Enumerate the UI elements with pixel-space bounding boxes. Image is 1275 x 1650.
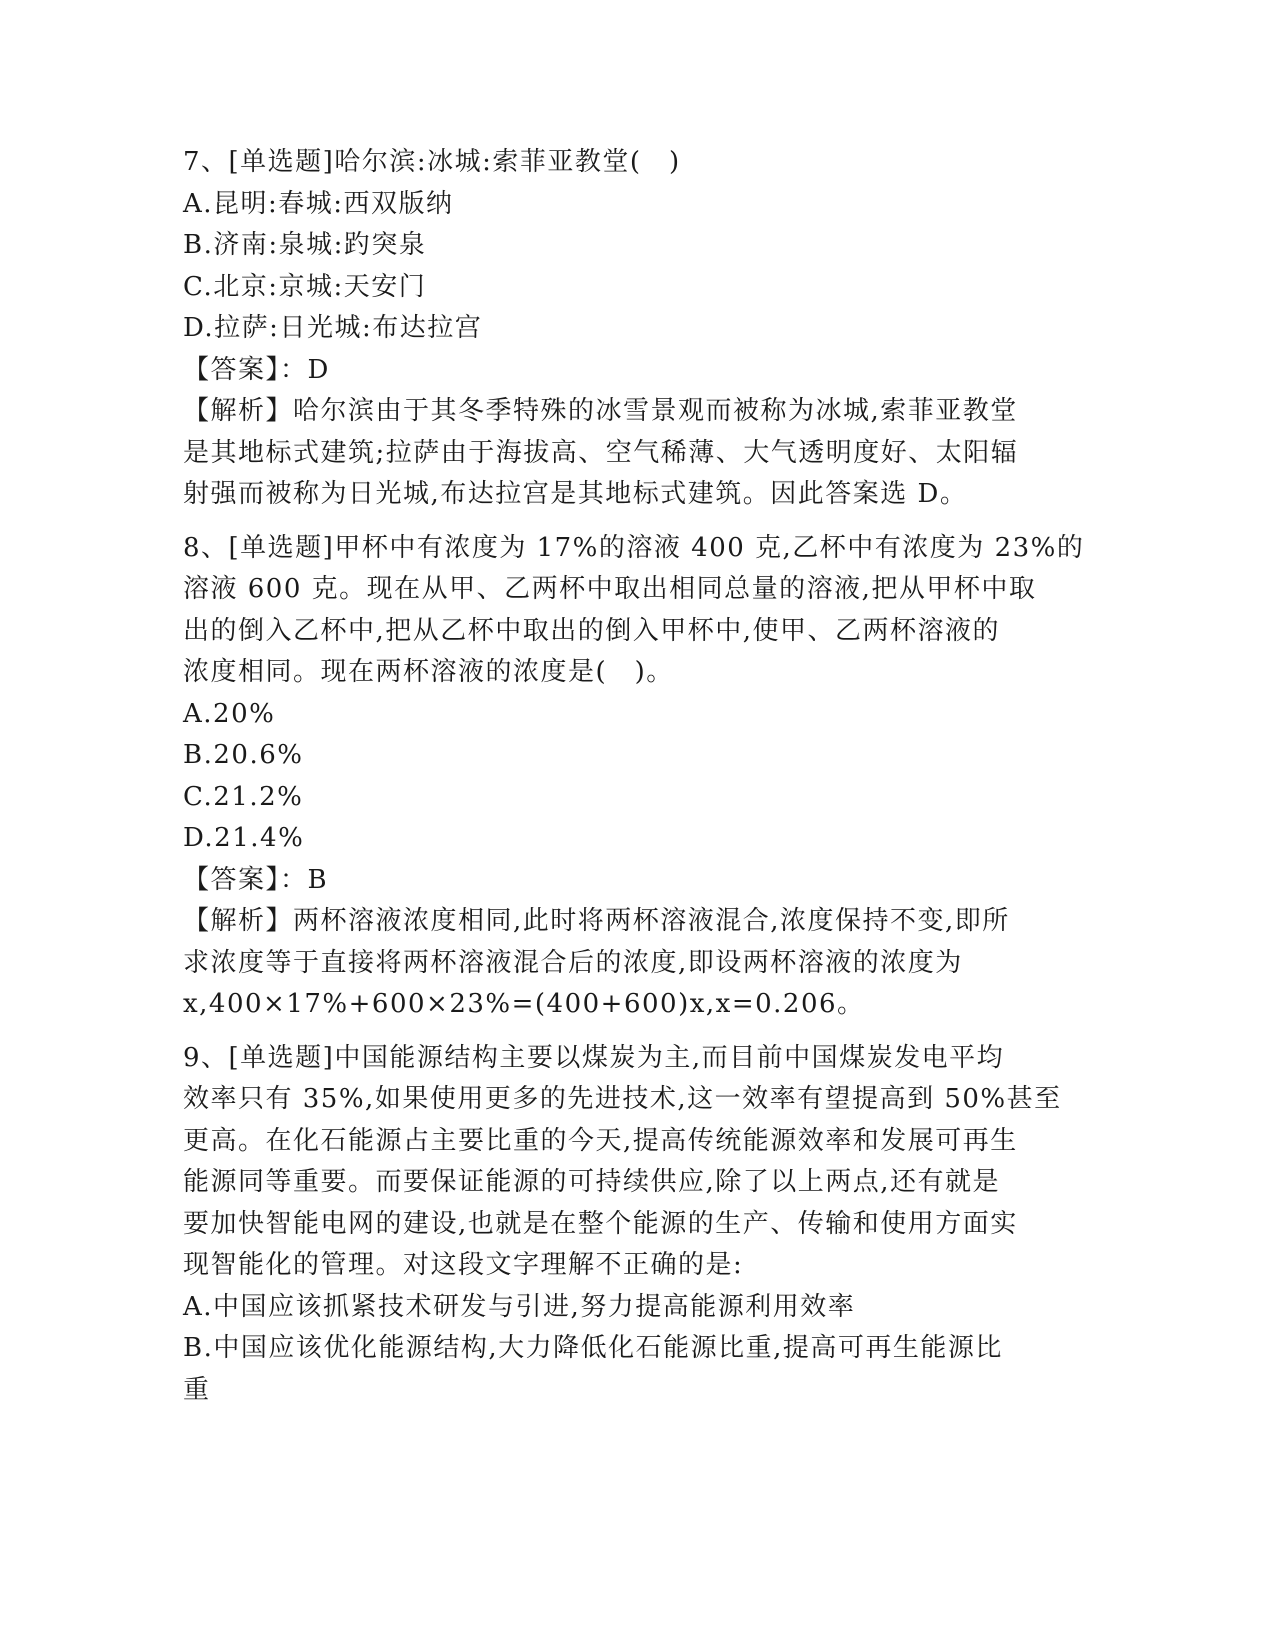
question-stem: 9、[单选题]中国能源结构主要以煤炭为主,而目前中国煤炭发电平均 [183,1042,1005,1073]
question-stem: 溶液 600 克。现在从甲、乙两杯中取出相同总量的溶液,把从甲杯中取 [183,574,1037,604]
option-a: A.20% [183,698,276,729]
analysis-line: 求浓度等于直接将两杯溶液混合后的浓度,即设两杯溶液的浓度为 [183,947,963,978]
question-stem: 能源同等重要。而要保证能源的可持续供应,除了以上两点,还有就是 [183,1167,1001,1197]
option-a: A.中国应该抓紧技术研发与引进,努力提高能源利用效率 [183,1291,856,1322]
analysis-line: 射强而被称为日光城,布达拉宫是其地标式建筑。因此答案选 D。 [183,479,968,509]
question-9 [183,1038,1083,1412]
analysis-line: 是其地标式建筑;拉萨由于海拔高、空气稀薄、大气透明度好、太阳辐 [183,437,1019,468]
document-page [183,142,1083,1423]
option-c: C.北京:京城:天安门 [183,271,427,302]
option-d: D.拉萨:日光城:布达拉宫 [183,313,483,343]
question-stem: 要加快智能电网的建设,也就是在整个能源的生产、传输和使用方面实 [183,1208,1018,1239]
option-b: B.20.6% [183,740,304,770]
option-d: D.21.4% [183,823,305,853]
option-b: B.济南:泉城:趵突泉 [183,230,427,260]
question-stem: 更高。在化石能源占主要比重的今天,提高传统能源效率和发展可再生 [183,1125,1018,1156]
option-a: A.昆明:春城:西双版纳 [183,188,454,219]
question-7 [183,142,1083,516]
question-8 [183,528,1083,1026]
question-stem: 效率只有 35%,如果使用更多的先进技术,这一效率有望提高到 50%甚至 [183,1084,1062,1114]
option-c: C.21.2% [183,781,304,812]
analysis-line: 【解析】两杯溶液浓度相同,此时将两杯溶液混合,浓度保持不变,即所 [183,906,1010,936]
question-stem: 出的倒入乙杯中,把从乙杯中取出的倒入甲杯中,使甲、乙两杯溶液的 [183,615,1001,646]
analysis-line: x,400×17%+600×23%=(400+600)x,x=0.206。 [183,989,865,1019]
question-stem: 浓度相同。现在两杯溶液的浓度是( )。 [183,657,674,687]
question-stem: 现智能化的管理。对这段文字理解不正确的是: [183,1250,744,1280]
answer: 【答案】：D [183,354,330,385]
analysis-line: 【解析】哈尔滨由于其冬季特殊的冰雪景观而被称为冰城,索菲亚教堂 [183,396,1018,426]
question-stem: 7、[单选题]哈尔滨:冰城:索菲亚教堂( ) [183,147,681,177]
question-stem: 8、[单选题]甲杯中有浓度为 17%的溶液 400 克,乙杯中有浓度为 23%的 [183,532,1085,563]
option-b-continued: 重 [183,1374,211,1405]
option-b: B.中国应该优化能源结构,大力降低化石能源比重,提高可再生能源比 [183,1333,1003,1363]
answer: 【答案】：B [183,864,329,895]
